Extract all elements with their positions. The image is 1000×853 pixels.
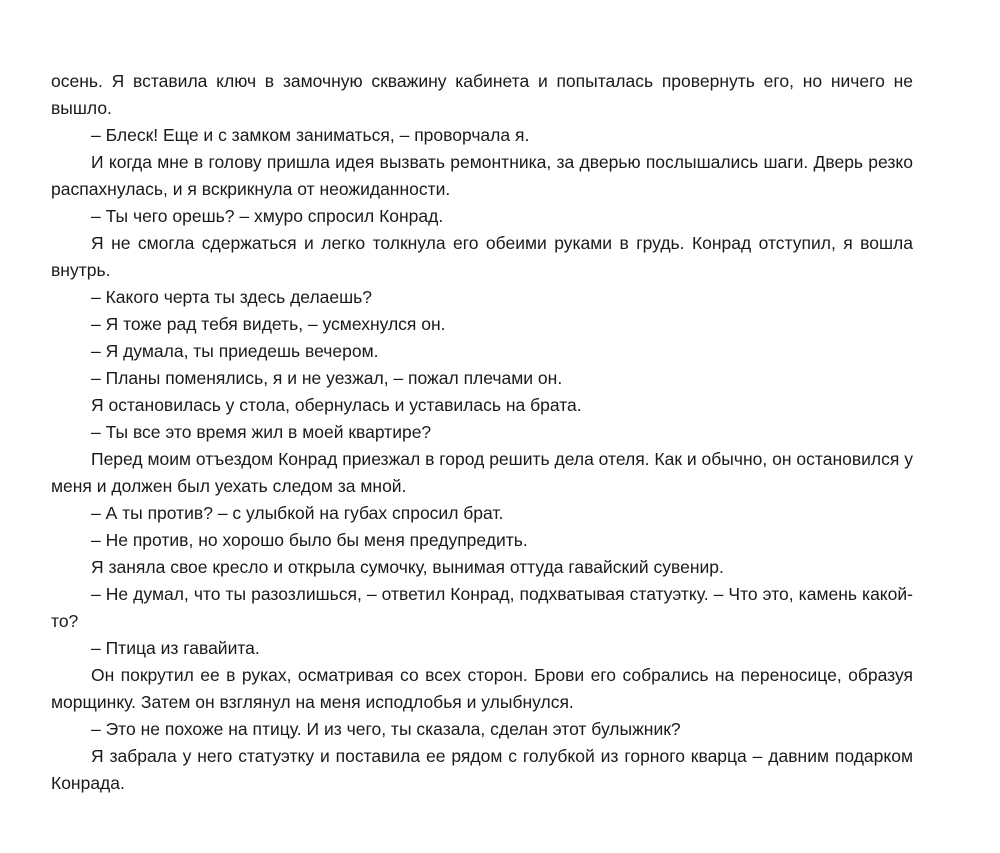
paragraph-11: – Ты все это время жил в моей квартире?: [91, 422, 432, 442]
paragraph-7: – Я тоже рад тебя видеть, – усмехнулся он.: [91, 314, 446, 334]
paragraph-10: Я остановилась у стола, обернулась и уставилась на брата.: [91, 395, 582, 415]
paragraph-15: Я заняла свое кресло и открыла сумочку, вынимая оттуда гавайский сувенир.: [91, 557, 724, 577]
paragraph-19: – Это не похоже на птицу. И из чего, ты сказала, сделан этот булыжник?: [91, 719, 681, 739]
paragraph-5: Я не смогла сдержаться и легко толкнула его обеими руками в грудь. Конрад отступил, я вошла внутрь.: [51, 233, 913, 280]
paragraph-6: – Какого черта ты здесь делаешь?: [91, 287, 373, 307]
paragraph-18: Он покрутил ее в руках, осматривая со всех сторон. Брови его собрались на переносице, образуя морщинку. Затем он взглянул на меня исподлобья и улыбнулся.: [51, 665, 913, 712]
paragraph-14: – Не против, но хорошо было бы меня предупредить.: [91, 530, 528, 550]
paragraph-4: – Ты чего орешь? – хмуро спросил Конрад.: [91, 206, 444, 226]
paragraph-16: – Не думал, что ты разозлишься, – ответил Конрад, подхватывая статуэтку. – Что это, камень какой-то?: [51, 584, 913, 631]
paragraph-3: И когда мне в голову пришла идея вызвать ремонтника, за дверью послышались шаги. Дверь резко распахнулась, и я вскрикнула от неожиданности.: [51, 152, 913, 199]
paragraph-9: – Планы поменялись, я и не уезжал, – пожал плечами он.: [91, 368, 563, 388]
paragraph-13: – А ты против? – с улыбкой на губах спросил брат.: [91, 503, 504, 523]
paragraph-2: – Блеск! Еще и с замком заниматься, – проворчала я.: [91, 125, 530, 145]
paragraph-1: осень. Я вставила ключ в замочную скважину кабинета и попыталась провернуть его, но ничего не вышло.: [51, 71, 913, 118]
document-page: [51, 68, 913, 797]
paragraph-17: – Птица из гавайита.: [91, 638, 260, 658]
paragraph-12: Перед моим отъездом Конрад приезжал в город решить дела отеля. Как и обычно, он остановился у меня и должен был уехать следом за мной.: [51, 449, 913, 496]
paragraph-8: – Я думала, ты приедешь вечером.: [91, 341, 379, 361]
paragraph-20: Я забрала у него статуэтку и поставила ее рядом с голубкой из горного кварца – давним подарком Конрада.: [51, 746, 913, 793]
